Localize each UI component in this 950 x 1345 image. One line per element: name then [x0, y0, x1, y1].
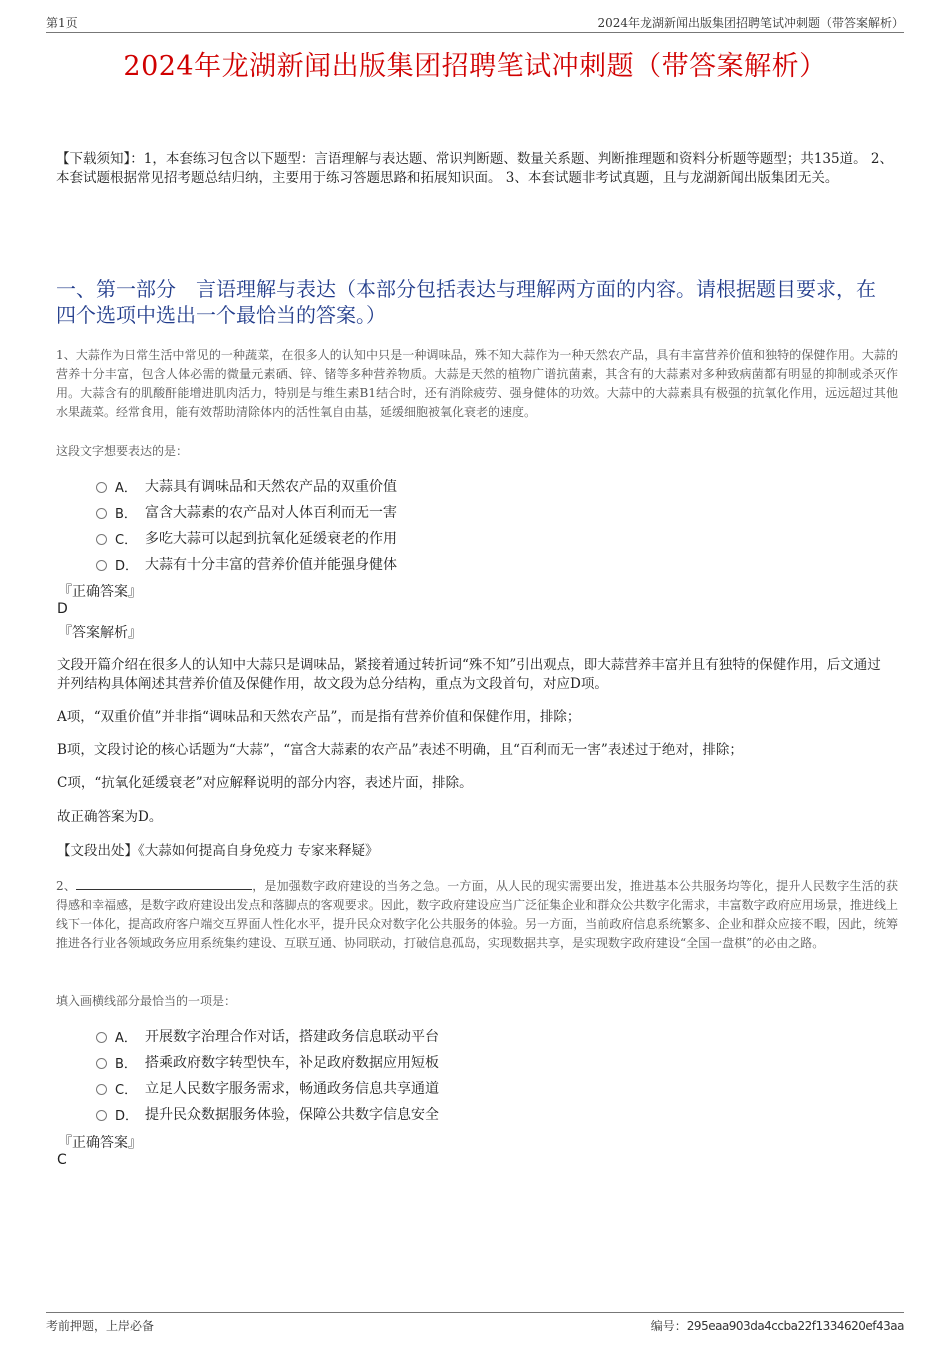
q2-answer-label: 『正确答案』	[58, 1135, 142, 1151]
footer-slogan: 考前押题，上岸必备	[46, 1319, 155, 1333]
q2-blank	[76, 877, 252, 890]
q1-analysis-a: A项，“双重价值”并非指“调味品和天然农产品”，而是指有营养价值和保健作用，排除；	[57, 709, 581, 725]
radio-icon[interactable]	[96, 1110, 107, 1121]
q2-passage	[56, 877, 898, 953]
section-heading: 一、第一部分 言语理解与表达（本部分包括表达与理解两方面的内容。请根据题目要求，在四个选项中选出一个最恰当的答案。）	[56, 277, 876, 327]
page-title: 2024年龙湖新闻出版集团招聘笔试冲刺题（带答案解析）	[123, 51, 827, 82]
q1-passage: 1、大蒜作为日常生活中常见的一种蔬菜，在很多人的认知中只是一种调味品，殊不知大蒜作为一种天然农产品，具有丰富营养价值和独特的保健作用。大蒜的营养十分丰富，包含人体必需的微量元素硒、锌、锗等多种营养物质。大蒜是天然的植物广谱抗菌素，其含有的大蒜素对多种致病菌都有明显的抑制或杀灭作用。大蒜含有的肌酸酐能增进肌肉活力，特别是与维生素B1结合时，还有消除疲劳、强身健体的功效。大蒜中的大蒜素具有极强的抗氧化作用，远远超过其他水果蔬菜。经常食用，能有效帮助清除体内的活性氧自由基，延缓细胞被氧化衰老的速度。	[56, 348, 898, 419]
radio-icon[interactable]	[96, 1032, 107, 1043]
q1-analysis-c: C项，“抗氧化延缓衰老”对应解释说明的部分内容，表述片面，排除。	[57, 775, 473, 791]
q2-option-c[interactable]: C． 立足人民数字服务需求，畅通政务信息共享通道	[96, 1078, 439, 1098]
q1-analysis-b: B项，文段讨论的核心话题为“大蒜”，“富含大蒜素的农产品”表述不明确，且“百利而无一害”表述过于绝对，排除；	[57, 742, 743, 758]
q1-option-b[interactable]: B． 富含大蒜素的农产品对人体百利而无一害	[96, 502, 397, 522]
q2-answer: C	[57, 1152, 67, 1168]
q1-option-d[interactable]: D． 大蒜有十分丰富的营养价值并能强身健体	[96, 554, 397, 574]
q1-analysis-summary: 文段开篇介绍在很多人的认知中大蒜只是调味品，紧接着通过转折词“殊不知”引出观点，即大蒜营养丰富并且有独特的保健作用，后文通过并列结构具体阐述其营养价值及保健作用，故文段为总分结构，重点为文段首句，对应D项。	[57, 657, 881, 692]
q2-passage-text: ，是加强数字政府建设的当务之急。一方面，从人民的现实需要出发，推进基本公共服务均等化，提升人民数字生活的获得感和幸福感，是数字政府建设出发点和落脚点的客观要求。因此，数字政府建设应当广泛征集企业和群众公共数字化需求，丰富数字政府应用场景，推进线上线下一体化，提高政府客户端交互界面人性化水平，提升民众对数字化公共服务的体验。另一方面，当前政府信息系统繁多、企业和群众应接不暇，因此，统筹推进各行业各领域政务应用系统集约建设、互联互通、协同联动，打破信息孤岛，实现数据共享，是实现数字政府建设“全国一盘棋”的必由之路。	[56, 879, 898, 950]
footer-code: 编号：295eaa903da4ccba22f1334620ef43aa	[650, 1319, 904, 1333]
page-header	[46, 14, 904, 33]
q1-prompt: 这段文字想要表达的是：	[56, 444, 189, 458]
q2-prompt: 填入画横线部分最恰当的一项是：	[56, 994, 237, 1008]
radio-icon[interactable]	[96, 560, 107, 571]
radio-icon[interactable]	[96, 534, 107, 545]
radio-icon[interactable]	[96, 1058, 107, 1069]
download-notice: 【下载须知】：1，本套练习包含以下题型：言语理解与表达题、常识判断题、数量关系题、判断推理题和资料分析题等题型；共135道。 2、本套试题根据常见招考题总结归纳，主要用于练习答题思路和拓展知识面。 3、本套试题非考试真题，且与龙湖新闻出版集团无关。	[56, 151, 893, 186]
q1-analysis-label: 『答案解析』	[58, 625, 142, 641]
page-footer	[46, 1312, 904, 1333]
radio-icon[interactable]	[96, 1084, 107, 1095]
radio-icon[interactable]	[96, 508, 107, 519]
q2-option-b[interactable]: B． 搭乘政府数字转型快车，补足政府数据应用短板	[96, 1052, 439, 1072]
q2-option-d[interactable]: D． 提升民众数据服务体验，保障公共数字信息安全	[96, 1104, 439, 1124]
q1-answer-label: 『正确答案』	[58, 584, 142, 600]
q1-option-c[interactable]: C． 多吃大蒜可以起到抗氧化延缓衰老的作用	[96, 528, 397, 548]
q1-option-a[interactable]: A． 大蒜具有调味品和天然农产品的双重价值	[96, 476, 397, 496]
page-number: 第1页	[46, 16, 78, 30]
q2-number: 2、	[56, 879, 77, 893]
q1-analysis-conclusion: 故正确答案为D。	[57, 809, 163, 825]
radio-icon[interactable]	[96, 482, 107, 493]
q2-option-a[interactable]: A． 开展数字治理合作对话，搭建政务信息联动平台	[96, 1026, 439, 1046]
q1-source: 【文段出处】《大蒜如何提高自身免疫力 专家来释疑》	[57, 843, 379, 859]
header-doc-title: 2024年龙湖新闻出版集团招聘笔试冲刺题（带答案解析）	[597, 16, 904, 30]
q1-answer: D	[57, 601, 68, 617]
